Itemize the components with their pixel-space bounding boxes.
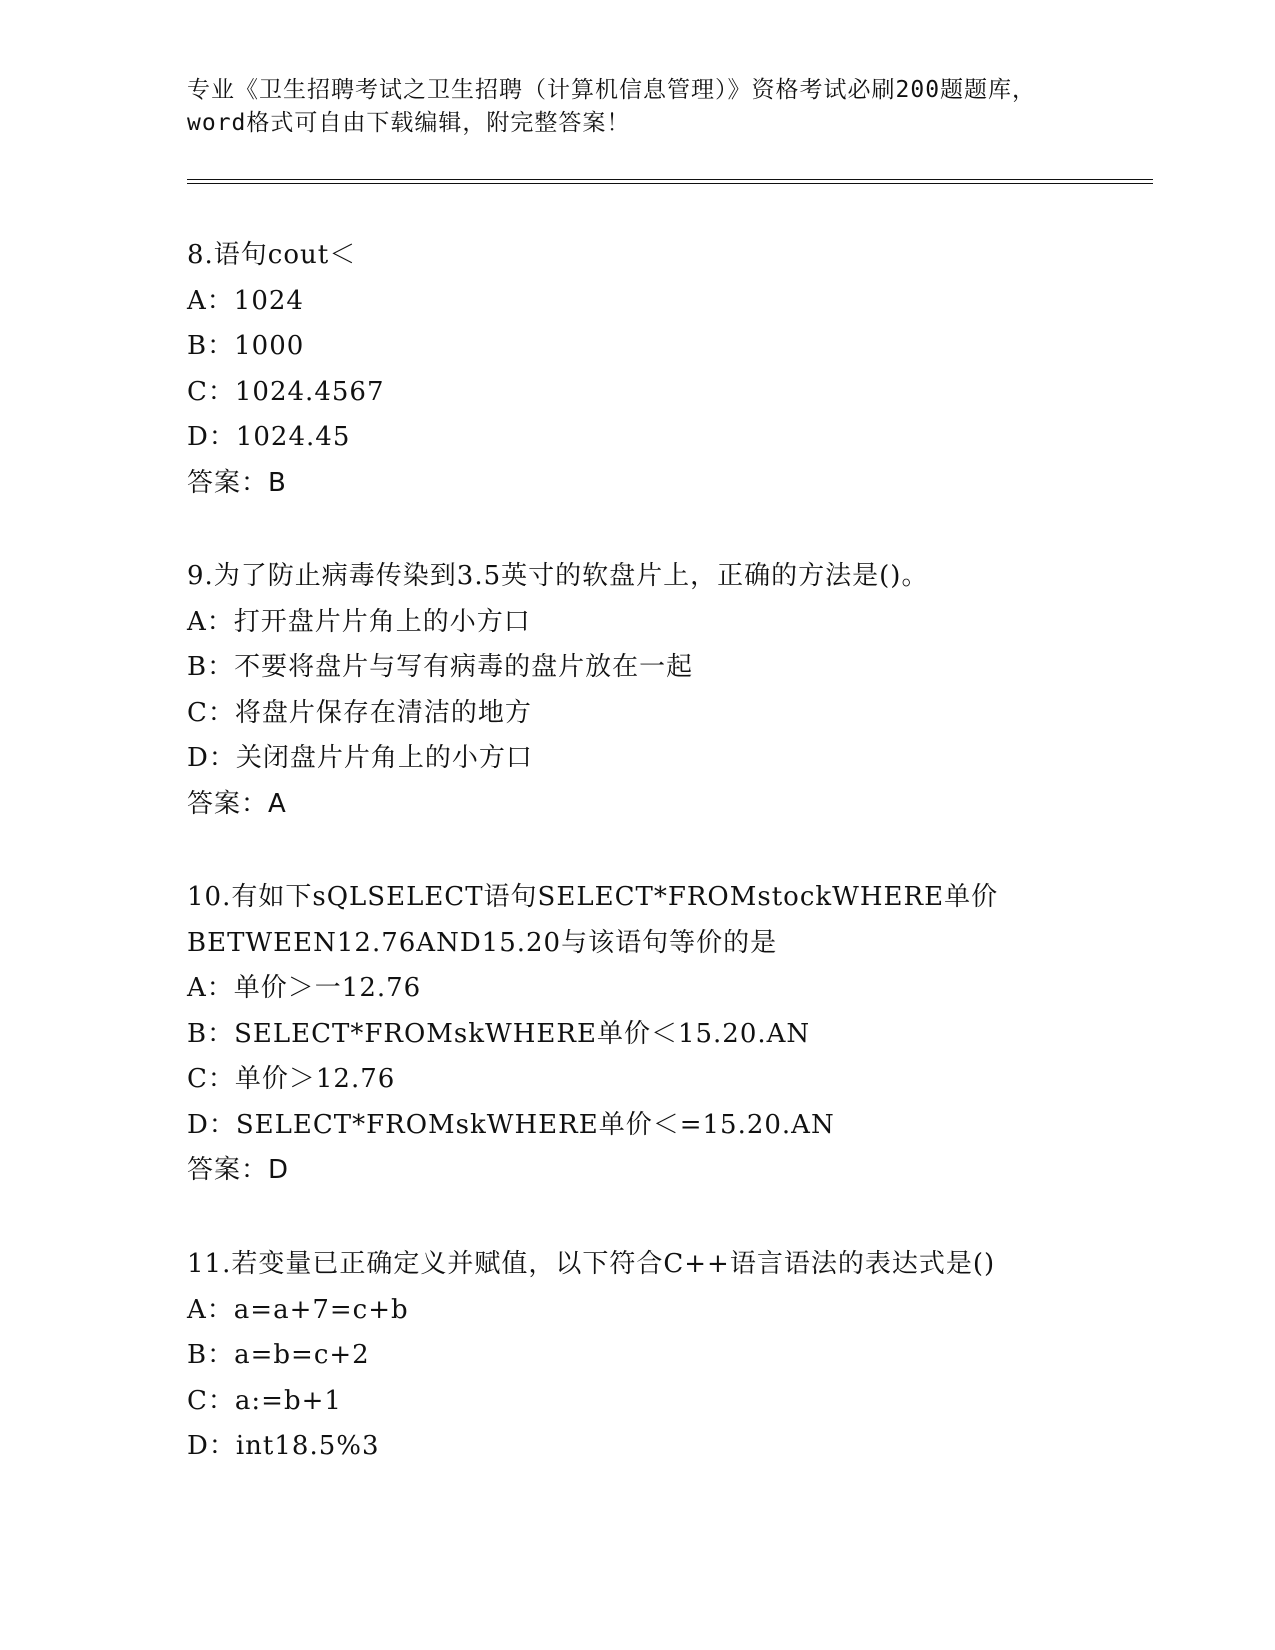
question-stem-line-1: 10.有如下sQLSELECT语句SELECT*FROMstockWHERE单价 xyxy=(187,882,999,912)
option-d: D：1024.45 xyxy=(187,422,351,452)
question-8 xyxy=(187,233,1147,506)
option-d: D：int18.5%3 xyxy=(187,1431,380,1461)
question-stem: 8.语句cout＜ xyxy=(187,240,357,270)
question-11 xyxy=(187,1242,1147,1470)
option-a: A：1024 xyxy=(187,285,304,316)
option-b: B：SELECT*FROMskWHERE单价＜15.20.AN xyxy=(187,1018,811,1049)
answer: 答案：D xyxy=(187,1155,290,1185)
option-a: A：a=a+7=c+b xyxy=(187,1294,409,1325)
answer: 答案：A xyxy=(187,788,287,819)
question-10 xyxy=(187,875,1147,1194)
option-a: A：打开盘片片角上的小方口 xyxy=(187,606,531,637)
option-c: C：a:=b+1 xyxy=(187,1385,342,1416)
document-header xyxy=(187,74,1087,140)
question-stem-line-2: BETWEEN12.76AND15.20与该语句等价的是 xyxy=(187,927,778,958)
option-b: B：不要将盘片与写有病毒的盘片放在一起 xyxy=(187,652,694,682)
option-c: C：单价＞12.76 xyxy=(187,1064,396,1094)
option-a: A：单价＞一12.76 xyxy=(187,973,422,1003)
option-c: C：1024.4567 xyxy=(187,376,385,407)
header-title-line-2: word格式可自由下载编辑，附完整答案！ xyxy=(187,110,631,136)
header-title-line-1: 专业《卫生招聘考试之卫生招聘（计算机信息管理）》资格考试必刷200题题库， xyxy=(187,77,1037,103)
header-divider-bottom xyxy=(187,183,1153,184)
option-c: C：将盘片保存在清洁的地方 xyxy=(187,697,532,728)
option-d: D：SELECT*FROMskWHERE单价＜=15.20.AN xyxy=(187,1109,835,1140)
option-d: D：关闭盘片片角上的小方口 xyxy=(187,743,533,773)
header-divider-top xyxy=(187,179,1153,180)
option-b: B：1000 xyxy=(187,331,305,361)
question-9 xyxy=(187,554,1147,827)
answer: 答案：B xyxy=(187,467,287,498)
question-stem: 9.为了防止病毒传染到3.5英寸的软盘片上，正确的方法是()。 xyxy=(187,561,929,591)
question-stem: 11.若变量已正确定义并赋值，以下符合C++语言语法的表达式是() xyxy=(187,1249,996,1279)
option-b: B：a=b=c+2 xyxy=(187,1340,370,1370)
